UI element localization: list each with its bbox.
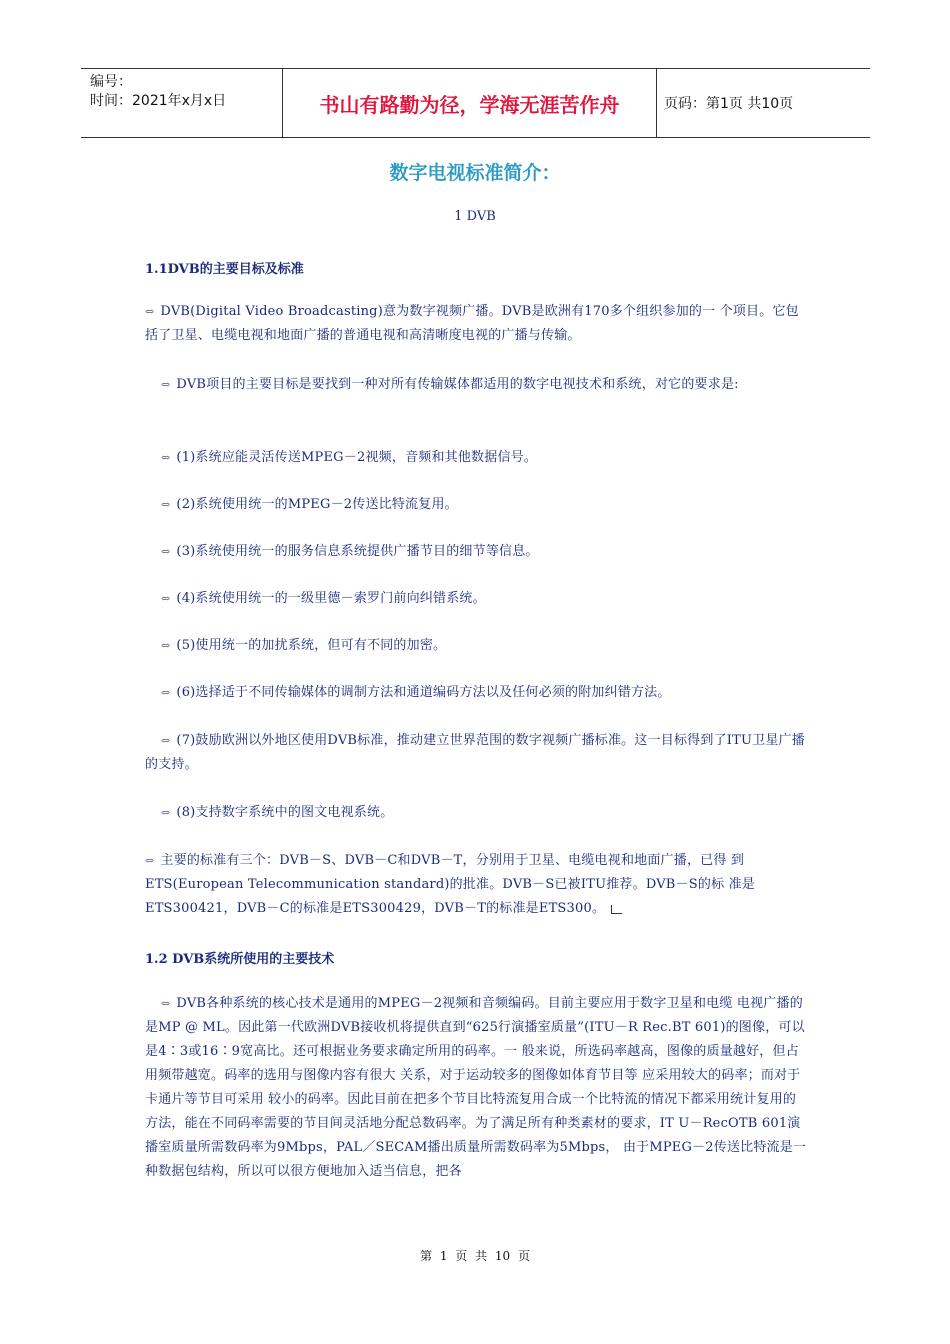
list-item-8: [145, 801, 810, 825]
bullet-marker: ⇔: [161, 997, 171, 1010]
bullet-marker: ⇔: [161, 639, 171, 652]
list-item-2: [145, 493, 810, 517]
subsection-heading-1-2: 1.2 DVB系统所使用的主要技术: [145, 952, 335, 967]
list-item-text: (2)系统使用统一的MPEG－2传送比特流复用。: [176, 497, 458, 512]
list-item-1: [145, 446, 810, 470]
paragraph-goals: [145, 373, 810, 397]
header-page-info: 页码：第1页 共10页: [664, 96, 794, 112]
list-item-6: [145, 681, 810, 705]
document-number-label: 编号：: [90, 74, 132, 90]
bullet-marker: ⇔: [145, 305, 155, 318]
list-item-5: [145, 634, 810, 658]
list-item-text: (4)系统使用统一的一级里德－索罗门前向纠错系统。: [176, 591, 486, 606]
list-item-text: (6)选择适于不同传输媒体的调制方法和通道编码方法以及任何必须的附加纠错方法。: [176, 685, 671, 700]
list-item-text: (8)支持数字系统中的图文电视系统。: [176, 805, 394, 820]
page-footer: 第 1 页 共 10 页: [420, 1249, 530, 1263]
bullet-marker: ⇔: [161, 592, 171, 605]
header-meta: [81, 69, 282, 137]
list-item-text: (1)系统应能灵活传送MPEG－2视频，音频和其他数据信号。: [176, 450, 538, 465]
list-item-text: (3)系统使用统一的服务信息系统提供广播节目的细节等信息。: [176, 544, 539, 559]
bullet-marker: ⇔: [161, 545, 171, 558]
subsection-heading-1-1: 1.1DVB的主要目标及标准: [145, 262, 304, 277]
list-item-text: (7)鼓励欧洲以外地区使用DVB标准，推动建立世界范围的数字视频广播标准。这一目标得到了ITU卫星广播的支持。: [145, 733, 805, 772]
bullet-marker: ⇔: [161, 498, 171, 511]
paragraph-intro: [145, 300, 810, 348]
document-time-label: 时间：2021年x月x日: [90, 93, 227, 109]
header-motto: 书山有路勤为径，学海无涯苦作舟: [282, 69, 657, 137]
paragraph-text: 主要的标准有三个：DVB－S、DVB－C和DVB－T，分别用于卫星、电缆电视和地面广播，已得 到ETS(European Telecommunication standard)的批准。DVB－S已被ITU推荐。DVB－S的标 准是ETS300421，DVB－C的标准是ETS300429，DVB－T的标准是ETS300。: [145, 853, 756, 916]
paragraph-return-icon: [611, 905, 622, 914]
list-item-3: [145, 540, 810, 564]
paragraph-text: DVB各种系统的核心技术是通用的MPEG－2视频和音频编码。目前主要应用于数字卫星和电缆 电视广播的是MP @ ML。因此第一代欧洲DVB接收机将提供直到“625行演播室质量”(ITU－R Rec.BT 601)的图像，可以是4∶3或16∶9宽高比。还可根据业务要求确定所用的码率。一 般来说，所选码率越高，图像的质量越好，但占用频带越宽。码率的选用与图像内容有很大 关系，对于运动较多的图像如体育节目等 应采用较大的码率；而对于卡通片等节目可采用 较小的码率。因此目前在把多个节目比特流复用合成一个比特流的情况下都采用统计复用的 方法，能在不同码率需要的节目间灵活地分配总数码率。为了满足所有种类素材的要求，IT U－RecOTB 601演播室质量所需数码率为9Mbps，PAL／SECAM播出质量所需数码率为5Mbps， 由于MPEG－2传送比特流是一种数据包结构，所以可以很方便地加入适当信息，把各: [145, 996, 807, 1179]
bullet-marker: ⇔: [161, 686, 171, 699]
document-title: 数字电视标准简介：: [389, 162, 561, 184]
section-heading: 1 DVB: [454, 209, 496, 224]
list-item-4: [145, 587, 810, 611]
bullet-marker: ⇔: [161, 378, 171, 391]
bullet-marker: ⇔: [161, 806, 171, 819]
paragraph-standards: [145, 849, 810, 921]
list-item-text: (5)使用统一的加扰系统，但可有不同的加密。: [176, 638, 447, 653]
bullet-marker: ⇔: [145, 854, 155, 867]
paragraph-text: DVB项目的主要目标是要找到一种对所有传输媒体都适用的数字电视技术和系统，对它的要求是:: [176, 377, 739, 392]
paragraph-text: DVB(Digital Video Broadcasting)意为数字视频广播。DVB是欧洲有170多个组织参加的一 个项目。它包括了卫星、电缆电视和地面广播的普通电视和高清晰度电视的广播与传输。: [145, 304, 799, 343]
list-item-7: [145, 729, 810, 777]
bullet-marker: ⇔: [161, 734, 171, 747]
paragraph-core-technology: [145, 992, 810, 1184]
page-header: [81, 68, 870, 138]
bullet-marker: ⇔: [161, 451, 171, 464]
